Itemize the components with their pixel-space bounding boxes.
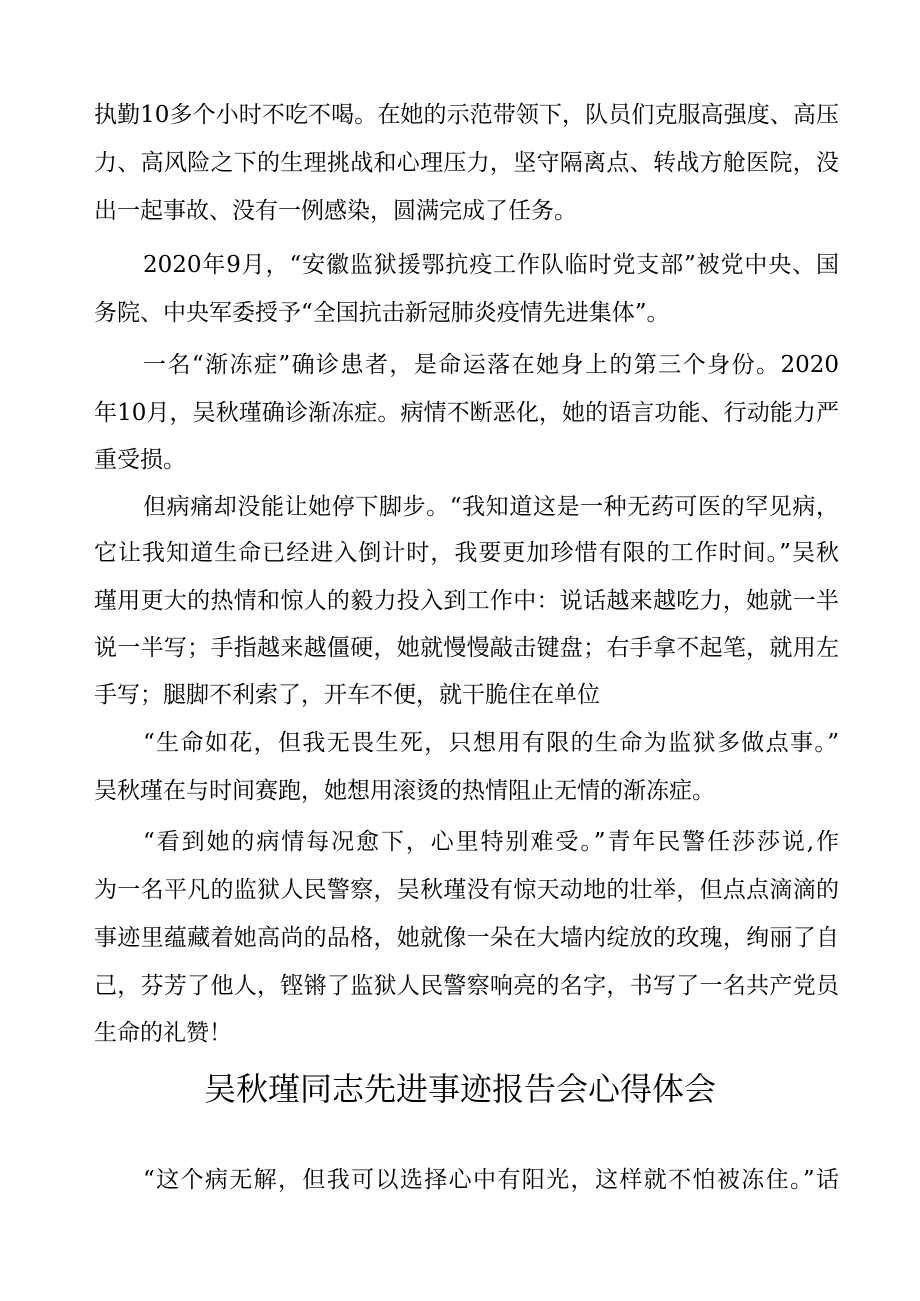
text-line: 但病痛却没能让她停下脚步。“我知道这是一种无药可医的罕见病， <box>143 494 839 520</box>
document-title: 吴秋瑾同志先进事迹报告会心得体会 <box>203 1070 716 1108</box>
text-line: 它让我知道生命已经进入倒计时，我要更加珍惜有限的工作时间。”吴秋 <box>94 540 839 566</box>
text-line: “这个病无解，但我可以选择心中有阳光，这样就不怕被冻住。”话 <box>143 1167 839 1193</box>
text-line: 2020年9月，“安徽监狱援鄂抗疫工作队临时党支部”被党中央、国 <box>143 252 839 278</box>
text-line: 吴秋瑾在与时间赛跑，她想用滚烫的热情阻止无情的渐冻症。 <box>94 778 715 804</box>
text-line: 瑾用更大的热情和惊人的毅力投入到工作中：说话越来越吃力，她就一半 <box>94 588 839 614</box>
text-line: 为一名平凡的监狱人民警察，吴秋瑾没有惊天动地的壮举，但点点滴滴的 <box>94 877 839 903</box>
text-line: 重受损。 <box>94 447 186 473</box>
text-line: 年10月，吴秋瑾确诊渐冻症。病情不断恶化，她的语言功能、行动能力严 <box>94 400 839 426</box>
text-line: 生命的礼赞！ <box>94 1020 232 1046</box>
text-line: 己，芬芳了他人，铿锵了监狱人民警察响亮的名字，书写了一名共产党员 <box>94 973 839 999</box>
text-line: 力、高风险之下的生理挑战和心理压力，坚守隔离点、转战方舱医院，没 <box>94 150 839 176</box>
text-line: 务院、中央军委授予“全国抗击新冠肺炎疫情先进集体”。 <box>94 300 670 326</box>
text-line: 出一起事故、没有一例感染，圆满完成了任务。 <box>94 198 577 224</box>
text-line: 一名“渐冻症”确诊患者，是命运落在她身上的第三个身份。2020 <box>143 352 839 378</box>
text-line: “生命如花，但我无畏生死，只想用有限的生命为监狱多做点事。” <box>143 730 839 756</box>
text-line: 说一半写；手指越来越僵硬，她就慢慢敲击键盘；右手拿不起笔，就用左 <box>94 635 839 661</box>
text-line: “看到她的病情每况愈下，心里特别难受。”青年民警任莎莎说,作 <box>143 829 839 855</box>
text-line: 手写；腿脚不利索了，开车不便，就干脆住在单位 <box>94 682 600 708</box>
text-line: 事迹里蕴藏着她高尚的品格，她就像一朵在大墙内绽放的玫瑰，绚丽了自 <box>94 925 839 951</box>
text-line: 执勤10多个小时不吃不喝。在她的示范带领下，队员们克服高强度、高压 <box>94 102 839 128</box>
